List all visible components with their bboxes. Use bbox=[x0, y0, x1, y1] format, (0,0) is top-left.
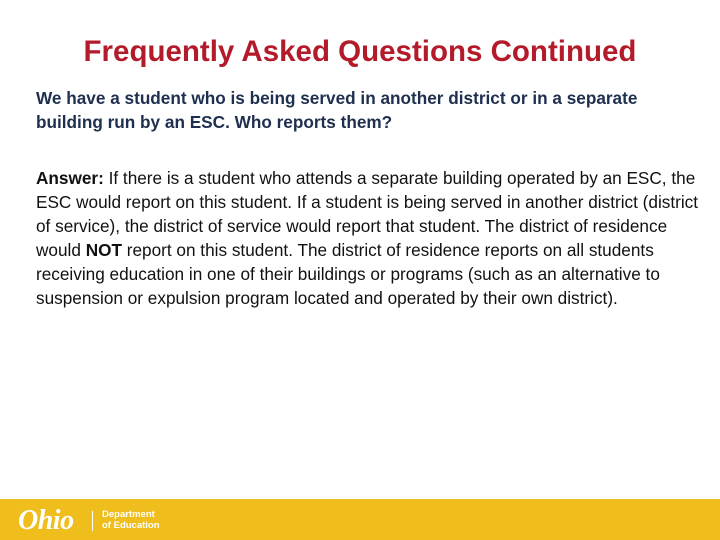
answer-text-before: If there is a student who attends a separate building operated by an ESC, the ESC would report on this student. If a student is being served in another district (district of service), the district of service would report that student. The district of residence would bbox=[36, 168, 699, 260]
faq-answer bbox=[36, 166, 701, 310]
ohio-department-logo bbox=[18, 506, 178, 534]
answer-text-after: report on this student. The district of residence reports on all students receiving education in one of their buildings or programs (such as an alternative to suspension or expulsion program located and operated by their own district). bbox=[36, 240, 660, 308]
logo-divider bbox=[92, 511, 93, 531]
slide-title: Frequently Asked Questions Continued bbox=[83, 35, 637, 68]
department-line-1: Department bbox=[102, 509, 155, 520]
answer-emphasis: NOT bbox=[85, 240, 122, 260]
answer-label: Answer: bbox=[36, 168, 104, 188]
department-name bbox=[102, 509, 160, 531]
ohio-logo-wordmark: Ohio bbox=[18, 505, 74, 536]
faq-question: We have a student who is being served in another district or in a separate building run by an ESC. Who reports them? bbox=[36, 88, 638, 132]
footer-bar bbox=[0, 499, 720, 540]
department-line-2: of Education bbox=[102, 520, 160, 531]
